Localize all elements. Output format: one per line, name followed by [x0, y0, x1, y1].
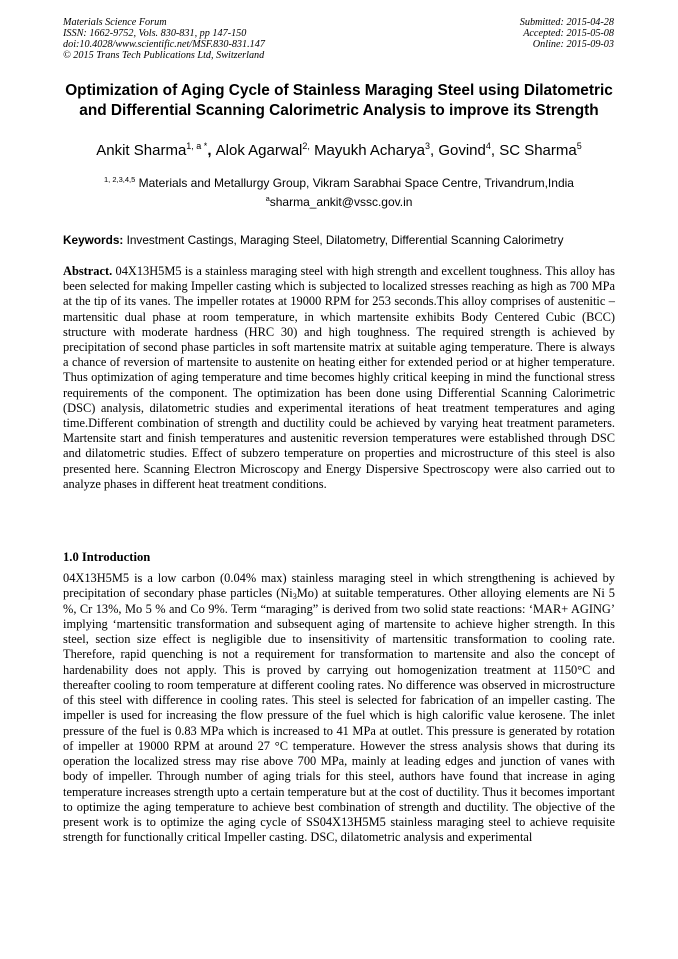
keywords-label: Keywords:: [63, 233, 124, 247]
affiliation-marks: 1, 2,3,4,5: [104, 175, 136, 184]
author-name: Mayukh Acharya: [314, 142, 425, 159]
affiliation-text: Materials and Metallurgy Group, Vikram Sarabhai Space Centre, Trivandrum,India: [138, 176, 574, 190]
keywords: [63, 232, 615, 248]
author-name: SC Sharma: [499, 142, 577, 159]
accepted-date: Accepted: 2015-05-08: [523, 28, 614, 39]
intro-text-part2: Mo) at suitable temperatures. Other alloying elements are Ni 5 %, Cr 13%, Mo 5 % and Co 9%. Term “maraging” is derived from two solid state reactions: ‘MAR+ AGING’ implying ‘martensitic transformation and subsequent aging of martensite to achieve higher strength. In this steel, section size effect is negligible due to insensitivity of martensitic transformation to cooling rate. Therefore, rapid quenching is not a requirement for transformation to martensite and also the concept of hardenability does not apply. This is proved by carrying out homogenization treatment at 1150°C and thereafter cooling to room temperature at different cooling rates. No difference was observed in microstructure of this steel with difference in cooling rates. This steel is selected for fabrication of an impeller casting. The impeller is used for increasing the flow pressure of the fuel which is high calorific value kerosene. The inlet pressure of the fuel is 0.83 MPa which is increased to 41 MPa at outlet. This pressure is generated by rotation of impeller at 19000 RPM at around 27 °C temperature. However the stress analysis shows that during its operation the localized stress may rise above 700 MPa, mainly at leading edges and junction of vanes with body of impeller. Through number of aging trials for this steel, authors have found that increase in aging temperature increases strength upto a certain temperature but at the cost of ductility. Thus it becomes important to optimize the aging temperature to achieve best combination of strength and ductility. The objective of the present work is to optimize the aging cycle of SS04X13H5M5 stainless maraging steel to achieve requisite strength for functionally critical Impeller casting. DSC, dilatometric analysis and experimental: [63, 586, 615, 845]
submitted-date: Submitted: 2015-04-28: [519, 17, 614, 28]
keywords-text: Investment Castings, Maraging Steel, Dilatometry, Differential Scanning Calorimetry: [126, 233, 564, 247]
author-affil-mark: 4: [485, 141, 491, 151]
affiliation: [63, 175, 615, 191]
online-date: Online: 2015-09-03: [532, 39, 614, 50]
author-separator: ,: [490, 142, 500, 159]
abstract: [63, 264, 615, 492]
journal-name: Materials Science Forum: [63, 17, 167, 28]
copyright-line: © 2015 Trans Tech Publications Ltd, Switzerland: [63, 50, 265, 61]
journal-info: [63, 17, 265, 61]
author-name: Ankit Sharma: [96, 142, 187, 159]
email-mark: a: [265, 194, 270, 203]
author-affil-mark: 5: [576, 141, 582, 151]
section-heading-introduction: 1.0 Introduction: [63, 550, 151, 564]
paper-title: Optimization of Aging Cycle of Stainless Maraging Steel using Dilatometric and Differential Scanning Calorimetric Analysis to improve its Strength: [65, 82, 613, 119]
author-name: Govind: [438, 142, 486, 159]
author-name: Alok Agarwal: [215, 142, 303, 159]
submission-dates: [520, 17, 614, 50]
contact-email: [63, 194, 615, 210]
intro-text-part1: 04X13H5M5 is a low carbon (0.04% max) stainless maraging steel in which strengthening is achieved by precipitation of secondary phase particles (Ni: [63, 571, 615, 601]
author-list: [63, 141, 615, 161]
author-separator: ,: [429, 142, 439, 159]
email-address[interactable]: sharma_ankit@vssc.gov.in: [269, 195, 413, 209]
doi-line: doi:10.4028/www.scientific.net/MSF.830-831.147: [63, 39, 265, 50]
author-affil-mark: 3: [424, 141, 430, 151]
introduction-paragraph: [63, 571, 615, 846]
abstract-label: Abstract.: [63, 264, 113, 278]
issn-line: ISSN: 1662-9752, Vols. 830-831, pp 147-150: [63, 28, 247, 39]
author-affil-mark: 2,: [302, 141, 310, 151]
abstract-text: 04X13H5M5 is a stainless maraging steel with high strength and excellent toughness. This alloy has been selected for making Impeller casting which is subjected to localized stresses reaching as high as 700 MPa at the tip of its vanes. The impeller rotates at 19000 RPM for 253 seconds.This alloy comprises of austenitic – martensitic dual phase at room temperature, in which martensite exhibits Body Centered Cubic (BCC) structure with moderate hardness (HRC 30) and high toughness. The required strength is achieved by precipitation of second phase particles in soft martensite matrix at suitable aging temperature. There is always a chance of reversion of martensite to austenite on heating either for extended period or at higher temperature. Thus optimization of aging temperature and time becomes highly critical keeping in mind the functional stress requirements of the component. The optimization has been done using Differential Scanning Calorimetric (DSC) analysis, dilatometric studies and experimental iterations of heat treatment temperatures and aging time.Different combination of strength and ductility could be achieved by varying heat treatment parameters. Martensite start and finish temperatures and austenitic reversion temperatures were established through DSC and dilatometric studies. Effect of subzero temperature on properties and microstructure of this steel is also presented here. Scanning Electron Microscopy and Energy Dispersive Spectroscopy were also carried out to analyze phases in different heat treatment conditions.: [63, 264, 615, 491]
author-affil-mark: 1, a *: [186, 141, 208, 151]
intro-subscript: 3: [292, 592, 297, 602]
author-separator: ,: [207, 142, 216, 159]
